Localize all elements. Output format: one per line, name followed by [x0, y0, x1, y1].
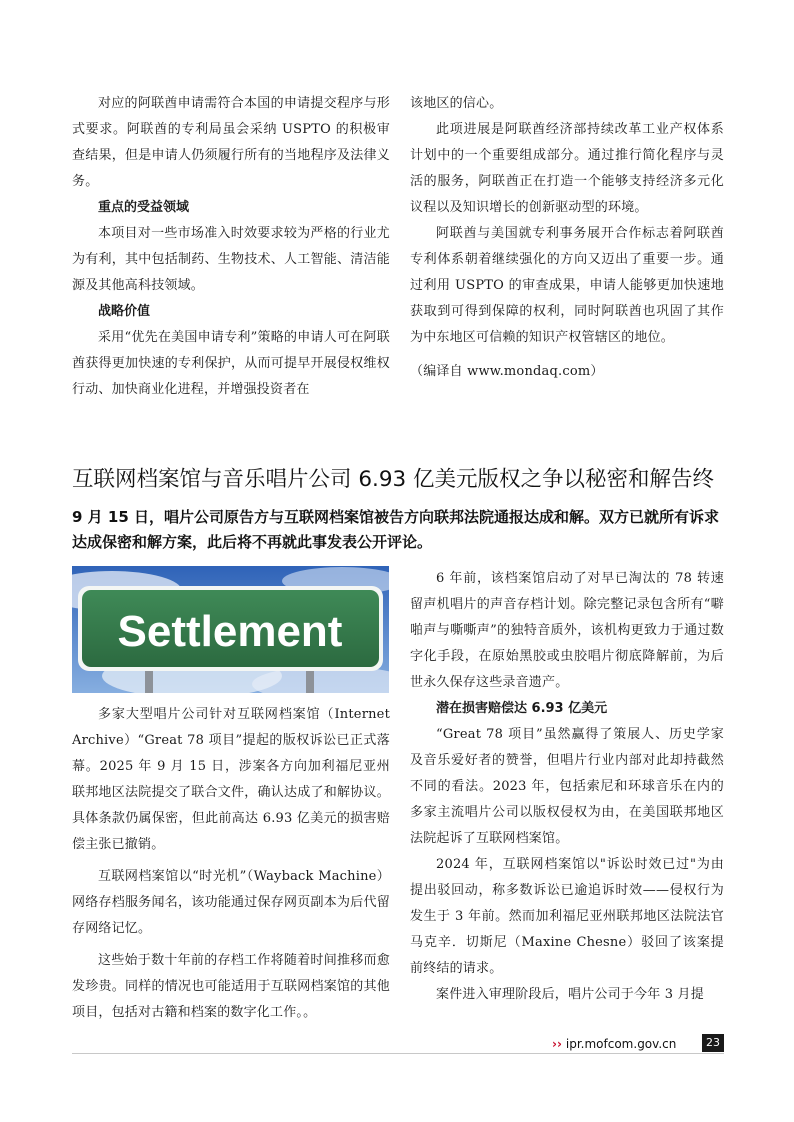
source-credit: （编译自 www.mondaq.com） [410, 364, 604, 379]
paragraph: 这些始于数十年前的存档工作将随着时间推移而愈发珍贵。同样的情况也可能适用于互联网档案馆的其他项目，包括对古籍和档案的数字化工作。。 [72, 953, 390, 1020]
paragraph: 案件进入审理阶段后，唱片公司于今年 3 月提 [436, 987, 704, 1002]
section-heading-benefit: 重点的受益领域 [98, 200, 190, 215]
paragraph: 阿联酋与美国就专利事务展开合作标志着阿联酋专利体系朝着继续强化的方向又迈出了重要一步。通过利用 USPTO 的审查成果，申请人能够更加快速地获取到可得到保障的权利，同时阿联酋也巩固了其作为中东地区可信赖的知识产权管辖区的地位。 [410, 226, 724, 345]
sign-text: Settlement [117, 607, 343, 656]
top-right-column [410, 91, 724, 385]
settlement-sign-illustration [72, 566, 389, 693]
paragraph: 6 年前，该档案馆启动了对早已淘汰的 78 转速留声机唱片的声音存档计划。除完整记录包含所有“噼啪声与嘶嘶声”的独特音质外，该机构更致力于通过数字化手段，在原始黑胶或虫胶唱片彻底降解前，为后世永久保存这些录音遗产。 [410, 571, 724, 690]
paragraph: 此项进展是阿联酋经济部持续改革工业产权体系计划中的一个重要组成部分。通过推行简化程序与灵活的服务，阿联酋正在打造一个能够支持经济多元化议程以及知识增长的创新驱动型的环境。 [410, 122, 724, 215]
footer-divider [72, 1053, 724, 1054]
chevron-right-icon: ›› [552, 1037, 562, 1051]
paragraph: “Great 78 项目”虽然赢得了策展人、历史学家及音乐爱好者的赞誉，但唱片行业内部对此却持截然不同的看法。2023 年，包括索尼和环球音乐在内的多家主流唱片公司以版权侵权为由，在美国联邦地区法院起诉了互联网档案馆。 [410, 727, 724, 846]
paragraph: 对应的阿联酋申请需符合本国的申请提交程序与形式要求。阿联酋的专利局虽会采纳 USPTO 的积极审查结果，但是申请人仍须履行所有的当地程序及法律义务。 [72, 96, 390, 189]
paragraph: 多家大型唱片公司针对互联网档案馆（Internet Archive）“Great 78 项目”提起的版权诉讼已正式落幕。2025 年 9 月 15 日，涉案各方向加利福尼亚州联邦地区法院提交了联合文件，确认达成了和解协议。具体条款仍属保密，但此前高达 6.93 亿美元的损害赔偿主张已撤销。 [72, 707, 390, 852]
top-left-column [72, 91, 390, 403]
section-heading-damages: 潜在损害赔偿达 6.93 亿美元 [436, 701, 608, 716]
paragraph: 采用“优先在美国申请专利”策略的申请人可在阿联酋获得更加快速的专利保护，从而可提早开展侵权维权行动、加快商业化进程，并增强投资者在 [72, 330, 390, 397]
section-heading-strategy: 战略价值 [98, 304, 151, 319]
paragraph: 互联网档案馆以“时光机”（Wayback Machine）网络存档服务闻名，该功能通过保存网页副本为后代留存网络记忆。 [72, 869, 390, 936]
paragraph: 该地区的信心。 [410, 96, 503, 111]
paragraph: 本项目对一些市场准入时效要求较为严格的行业尤为有利，其中包括制药、生物技术、人工智能、清洁能源及其他高科技领域。 [72, 226, 390, 293]
footer-url: ipr.mofcom.gov.cn [565, 1037, 677, 1051]
settlement-sign-photo [72, 566, 389, 693]
footer-website [552, 1034, 676, 1054]
article-right-column [410, 566, 724, 1008]
article-left-column [72, 702, 390, 1026]
paragraph: 2024 年，互联网档案馆以"诉讼时效已过"为由提出驳回动，称多数诉讼已逾追诉时效——侵权行为发生于 3 年前。然而加利福尼亚州联邦地区法院法官马克辛．切斯尼（Maxine Chesne）驳回了该案提前终结的请求。 [410, 857, 724, 976]
article-headline: 互联网档案馆与音乐唱片公司 6.93 亿美元版权之争以秘密和解告终 [72, 467, 715, 492]
article-lead: 9 月 15 日，唱片公司原告方与互联网档案馆被告方向联邦法院通报达成和解。双方已就所有诉求达成保密和解方案，此后将不再就此事发表公开评论。 [72, 508, 719, 551]
page-number: 23 [702, 1034, 724, 1052]
